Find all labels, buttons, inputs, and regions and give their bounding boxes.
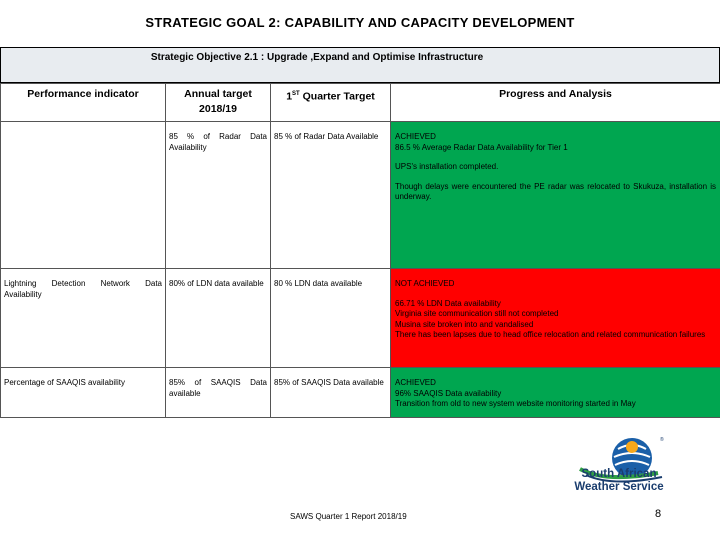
table-row — [1, 368, 720, 418]
progress-cell — [391, 122, 720, 269]
progress-status: ACHIEVED 86.5 % Average Radar Data Availability for Tier 1 — [395, 132, 568, 152]
performance-table — [0, 83, 720, 418]
strategic-objective-text: Strategic Objective 2.1 : Upgrade ,Expand and Optimise Infrastructure — [150, 52, 484, 63]
progress-note: 66.71 % LDN Data availability Virginia site communication still not completed Musina site broken into and vandalised There has been lapses due to head office relocation and related communication failures — [395, 298, 706, 339]
annual-target-cell: 80% of LDN data available — [166, 269, 271, 368]
progress-status: NOT ACHIEVED — [395, 279, 455, 288]
logo-text-line2: Weather Service — [574, 481, 664, 493]
annual-target-cell: 85 % of Radar Data Availability — [166, 122, 271, 269]
header-annual-target: Annual target 2018/19 — [166, 84, 271, 122]
quarter-target-cell: 85% of SAAQIS Data available — [271, 368, 391, 418]
progress-note: Though delays were encountered the PE radar was relocated to Skukuza, installation is underway. — [395, 181, 716, 201]
header-quarter-target: 1ST Quarter Target — [271, 84, 391, 122]
progress-cell — [391, 269, 720, 368]
table-header-row — [1, 84, 720, 122]
page-number: 8 — [655, 508, 662, 520]
header-performance-indicator: Performance indicator — [1, 84, 166, 122]
logo-text-line1: South African — [581, 468, 657, 480]
page-title: STRATEGIC GOAL 2: CAPABILITY AND CAPACITY DEVELOPMENT — [145, 15, 575, 30]
quarter-target-cell: 85 % of Radar Data Available — [271, 122, 391, 269]
quarter-target-cell: 80 % LDN data available — [271, 269, 391, 368]
svg-text:®: ® — [660, 437, 664, 443]
header-progress-analysis: Progress and Analysis — [391, 84, 720, 122]
footer-report-label: SAWS Quarter 1 Report 2018/19 — [290, 512, 407, 521]
indicator-cell: Lightning Detection Network Data Availability — [1, 269, 166, 368]
table-row — [1, 122, 720, 269]
progress-cell — [391, 368, 720, 418]
table-row — [1, 269, 720, 368]
annual-target-cell: 85% of SAAQIS Data available — [166, 368, 271, 418]
strategic-objective-bar — [0, 47, 720, 83]
progress-status: ACHIEVED 96% SAAQIS Data availability Transition from old to new system website monitoring started in May — [395, 378, 636, 408]
indicator-cell: Percentage of SAAQIS availability — [1, 368, 166, 418]
progress-note: UPS's installation completed. — [395, 162, 499, 171]
indicator-cell — [1, 122, 166, 269]
